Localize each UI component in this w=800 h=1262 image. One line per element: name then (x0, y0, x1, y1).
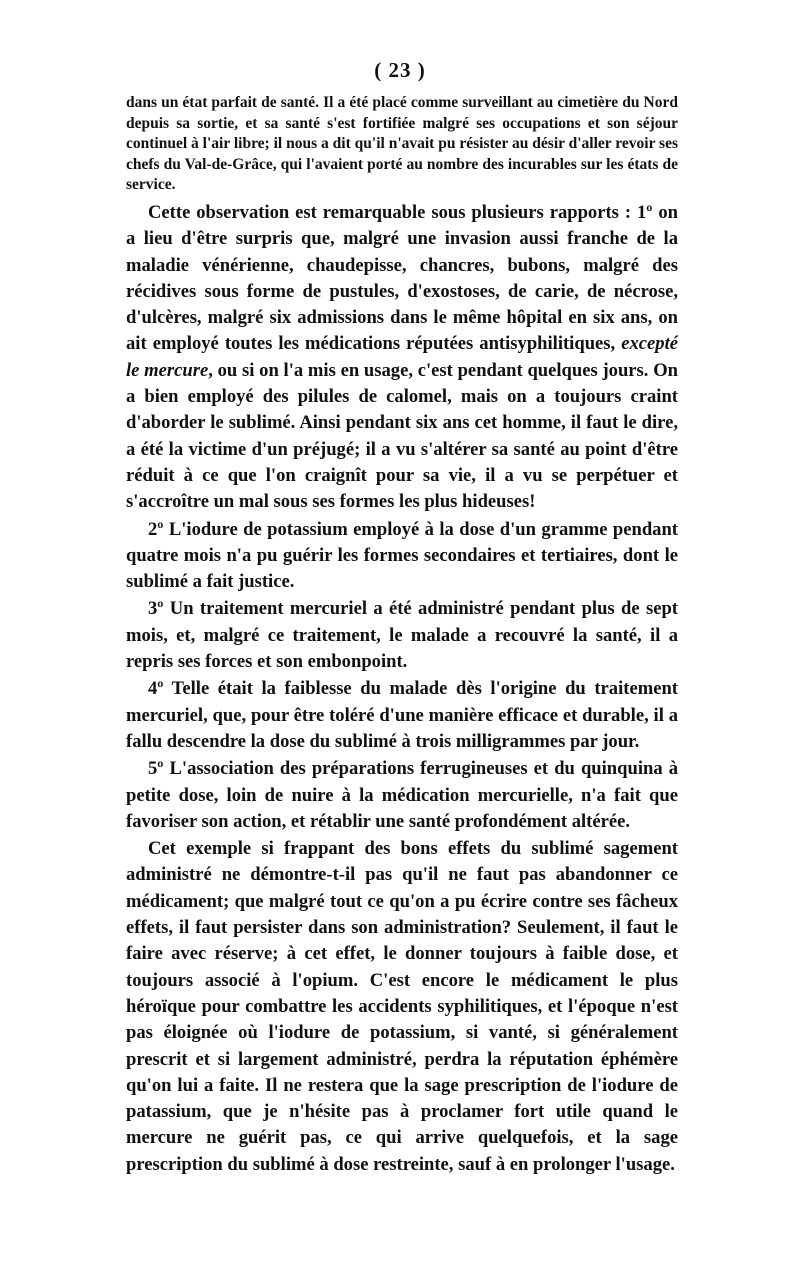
intro-paragraph: dans un état parfait de santé. Il a été placé comme surveillant au cimetière du Nord depuis sa sortie, et sa santé s'est fortifiée malgré ses occupations et son séjour continuel à l'air libre; il nous a dit qu'il n'avait pu résister au désir d'aller revoir ses chefs du Val-de-Grâce, qui l'avaient porté au nombre des incurables sur les états de service. (126, 94, 678, 194)
main-text (126, 200, 678, 1178)
page-number: ( 23 ) (374, 58, 426, 82)
intro-paragraph-block (126, 93, 678, 196)
paragraph-observation (126, 200, 678, 516)
paragraph-observation-end: , ou si on l'a mis en usage, c'est pendant quelques jours. On a bien employé des pilules de calomel, mais on a toujours craint d'aborder le sublimé. Ainsi pendant six ans cet homme, il faut le dire, a été la victime d'un préjugé; il a vu s'altérer sa santé au point d'être réduit à ce que l'on craignît pour sa vie, il a vu se perpétuer et s'accroître un mal sous ses formes les plus hideuses! (126, 359, 678, 513)
emphasis-text: excepté le mercure (126, 333, 678, 381)
paragraph-point-4: 4º Telle était la faiblesse du malade dès l'origine du traitement mercuriel, que, pour être toléré d'une manière efficace et durable, il a fallu descendre la dose du sublimé à trois milligrammes par jour. (126, 678, 678, 752)
paragraph-point-3: 3º Un traitement mercuriel a été administré pendant plus de sept mois, et, malgré ce traitement, le malade a recouvré la santé, il a repris ses forces et son embonpoint. (126, 598, 678, 673)
paragraph-conclusion: Cet exemple si frappant des bons effets du sublimé sagement administré ne démontre-t-il pas qu'il ne faut pas abandonner ce médicament; que malgré tout ce qu'on a pu écrire contre ses fâcheux effets, il faut persister dans son administration? Seulement, il faut le faire avec réserve; à cet effet, le donner toujours à faible dose, et toujours associé à l'opium. C'est encore le médicament le plus héroïque pour combattre les accidents syphilitiques, et l'époque n'est pas éloignée où l'iodure de potassium, si vanté, si généralement prescrit et si largement administré, perdra la réputation éphémère qu'on lui a faite. Il ne restera que la sage prescription de l'iodure de patassium, que je n'hésite pas à proclamer fort utile quand le mercure ne guérit pas, ce qui arrive quelquefois, et la sage prescription du sublimé à dose restreinte, sauf à en prolonger l'usage. (126, 838, 678, 1175)
paragraph-point-2: 2º L'iodure de potassium employé à la dose d'un gramme pendant quatre mois n'a pu guérir les formes secondaires et tertiaires, dont le sublimé a fait justice. (126, 518, 678, 593)
paragraph-point-5: 5º L'association des préparations ferrugineuses et du quinquina à petite dose, loin de nuire à la médication mercurielle, n'a fait que favoriser son action, et rétablir une santé profondément altérée. (126, 758, 678, 832)
paragraph-observation-start: Cette observation est remarquable sous plusieurs rapports : 1º on a lieu d'être surpris que, malgré une invasion aussi franche de la maladie vénérienne, chaudepisse, chancres, bubons, malgré des récidives sous forme de pustules, d'exostoses, de carie, de nécrose, d'ulcères, malgré six admissions dans le même hôpital en six ans, on ait employé toutes les médications réputées antisyphilitiques, (126, 202, 678, 355)
